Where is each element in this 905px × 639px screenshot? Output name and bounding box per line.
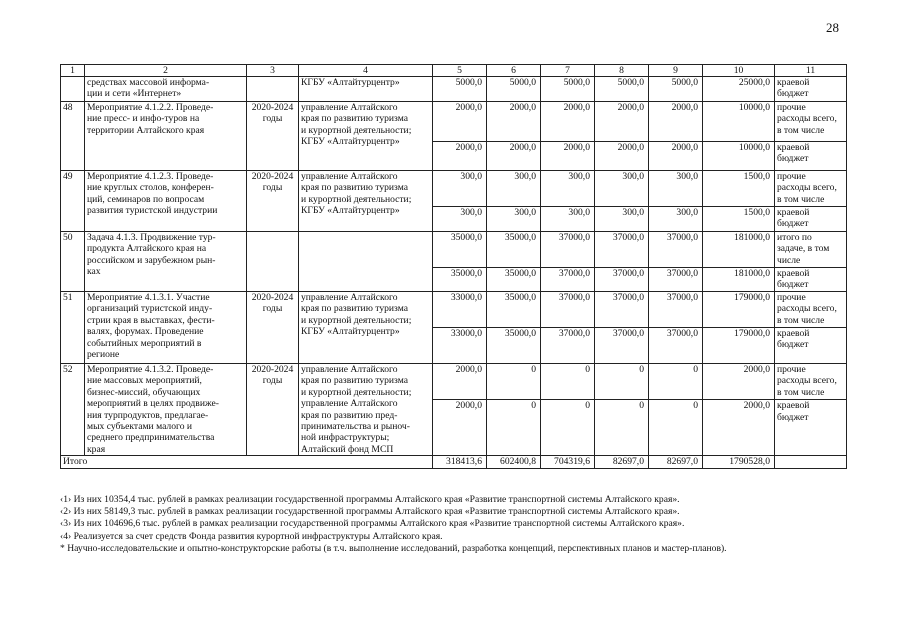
amount-2024: 300,0 bbox=[649, 171, 703, 207]
measure-name: Мероприятие 4.1.2.3. Проведе- ние круглых столов, конферен- ций, семинаров по вопросам развития туристской индустрии bbox=[85, 171, 247, 232]
col-header: 9 bbox=[649, 65, 703, 77]
amount-total: 25000,0 bbox=[703, 77, 775, 102]
amount-2023: 37000,0 bbox=[595, 292, 649, 328]
executor: управление Алтайского края по развитию туризма и курортной деятельности; управление Алтайского края по развитию пред- принимательства и рыноч- ной инфраструктуры; Алтайский фонд МСП bbox=[299, 364, 433, 456]
amount-2021: 300,0 bbox=[487, 171, 541, 207]
col-header: 6 bbox=[487, 65, 541, 77]
amount-2023: 5000,0 bbox=[595, 77, 649, 102]
amount-total: 10000,0 bbox=[703, 102, 775, 142]
amount-2022: 300,0 bbox=[541, 171, 595, 207]
col-header: 3 bbox=[247, 65, 299, 77]
executor: КГБУ «Алтайтурцентр» bbox=[299, 77, 433, 102]
table-row bbox=[61, 364, 847, 400]
amount-2023: 37000,0 bbox=[595, 232, 649, 268]
amount-2023: 37000,0 bbox=[595, 328, 649, 364]
amount-2020: 2000,0 bbox=[433, 102, 487, 142]
amount-2020: 35000,0 bbox=[433, 268, 487, 292]
amount-2024: 37000,0 bbox=[649, 328, 703, 364]
amount-2020: 33000,0 bbox=[433, 292, 487, 328]
measure-name: Мероприятие 4.1.3.1. Участие организаций туристской инду- стрии края в выставках, фести- валях, форумах. Проведение событийных мероприятий в регионе bbox=[85, 292, 247, 364]
funding-source: краевой бюджет bbox=[775, 142, 847, 171]
executor: управление Алтайского края по развитию туризма и курортной деятельности; КГБУ «Алтайтурцентр» bbox=[299, 292, 433, 364]
amount-2020: 5000,0 bbox=[433, 77, 487, 102]
amount-2021: 2000,0 bbox=[487, 102, 541, 142]
row-number: 49 bbox=[61, 171, 85, 232]
table-row bbox=[61, 77, 847, 102]
period: 2020-2024 годы bbox=[247, 102, 299, 171]
amount-total: 179000,0 bbox=[703, 292, 775, 328]
funding-source: прочие расходы всего, в том числе bbox=[775, 364, 847, 400]
amount-2020: 2000,0 bbox=[433, 400, 487, 456]
funding-source: краевой бюджет bbox=[775, 77, 847, 102]
footnote: ‹3› Из них 104696,6 тыс. рублей в рамках реализации государственной программы Алтайского края «Развитие транспортной системы Алтайского края». bbox=[60, 518, 685, 530]
table-row bbox=[61, 232, 847, 268]
amount-2020: 35000,0 bbox=[433, 232, 487, 268]
table-row bbox=[61, 292, 847, 328]
total-source bbox=[775, 456, 847, 469]
amount-2022: 0 bbox=[541, 400, 595, 456]
amount-2023: 300,0 bbox=[595, 207, 649, 232]
total-2020: 318413,6 bbox=[433, 456, 487, 469]
amount-2024: 2000,0 bbox=[649, 102, 703, 142]
amount-2023: 300,0 bbox=[595, 171, 649, 207]
row-number bbox=[61, 77, 85, 102]
amount-total: 1500,0 bbox=[703, 207, 775, 232]
amount-2024: 37000,0 bbox=[649, 292, 703, 328]
amount-2024: 5000,0 bbox=[649, 77, 703, 102]
amount-2022: 37000,0 bbox=[541, 328, 595, 364]
footnote: * Научно-исследовательские и опытно-конструкторские работы (в т.ч. выполнение исследований, разработка концепций, перспективных планов и мастер-планов). bbox=[60, 542, 727, 554]
funding-source: краевой бюджет bbox=[775, 268, 847, 292]
amount-2021: 2000,0 bbox=[487, 142, 541, 171]
amount-2024: 300,0 bbox=[649, 207, 703, 232]
col-header: 1 bbox=[61, 65, 85, 77]
amount-2021: 0 bbox=[487, 364, 541, 400]
amount-2020: 300,0 bbox=[433, 171, 487, 207]
col-header: 7 bbox=[541, 65, 595, 77]
total-row bbox=[61, 456, 847, 469]
col-header: 11 bbox=[775, 65, 847, 77]
page-number: 28 bbox=[826, 20, 839, 35]
amount-2020: 2000,0 bbox=[433, 364, 487, 400]
funding-source: прочие расходы всего, в том числе bbox=[775, 292, 847, 328]
footnote: ‹4› Реализуется за счет средств Фонда развития курортной инфраструктуры Алтайского края. bbox=[60, 530, 443, 542]
total-2021: 602400,8 bbox=[487, 456, 541, 469]
row-number: 51 bbox=[61, 292, 85, 364]
amount-2022: 2000,0 bbox=[541, 102, 595, 142]
footnote: ‹2› Из них 58149,3 тыс. рублей в рамках реализации государственной программы Алтайского края «Развитие транспортной системы Алтайского края». bbox=[60, 506, 680, 518]
amount-total: 10000,0 bbox=[703, 142, 775, 171]
amount-total: 2000,0 bbox=[703, 400, 775, 456]
funding-source: прочие расходы всего, в том числе bbox=[775, 171, 847, 207]
amount-2021: 35000,0 bbox=[487, 292, 541, 328]
budget-table bbox=[60, 64, 847, 469]
amount-2022: 37000,0 bbox=[541, 268, 595, 292]
amount-2021: 35000,0 bbox=[487, 232, 541, 268]
funding-source: краевой бюджет bbox=[775, 328, 847, 364]
amount-2021: 35000,0 bbox=[487, 268, 541, 292]
amount-total: 1500,0 bbox=[703, 171, 775, 207]
amount-2021: 0 bbox=[487, 400, 541, 456]
col-header: 5 bbox=[433, 65, 487, 77]
amount-2023: 2000,0 bbox=[595, 142, 649, 171]
total-sum: 1790528,0 bbox=[703, 456, 775, 469]
col-header: 2 bbox=[85, 65, 247, 77]
amount-2022: 37000,0 bbox=[541, 292, 595, 328]
col-header: 4 bbox=[299, 65, 433, 77]
col-header: 10 bbox=[703, 65, 775, 77]
amount-total: 181000,0 bbox=[703, 268, 775, 292]
amount-2023: 37000,0 bbox=[595, 268, 649, 292]
amount-total: 179000,0 bbox=[703, 328, 775, 364]
amount-2022: 5000,0 bbox=[541, 77, 595, 102]
amount-2022: 37000,0 bbox=[541, 232, 595, 268]
footnote: ‹1› Из них 10354,4 тыс. рублей в рамках реализации государственной программы Алтайского края «Развитие транспортной системы Алтайского края». bbox=[60, 494, 680, 505]
row-number: 50 bbox=[61, 232, 85, 292]
funding-source: краевой бюджет bbox=[775, 207, 847, 232]
period: 2020-2024 годы bbox=[247, 364, 299, 456]
measure-name: Мероприятие 4.1.2.2. Проведе- ние пресс- и инфо-туров на территории Алтайского края bbox=[85, 102, 247, 171]
period: 2020-2024 годы bbox=[247, 292, 299, 364]
amount-total: 2000,0 bbox=[703, 364, 775, 400]
funding-source: краевой бюджет bbox=[775, 400, 847, 456]
executor bbox=[299, 232, 433, 292]
header-row bbox=[61, 65, 847, 77]
amount-2021: 35000,0 bbox=[487, 328, 541, 364]
amount-2020: 2000,0 bbox=[433, 142, 487, 171]
funding-source: итого по задаче, в том числе bbox=[775, 232, 847, 268]
col-header: 8 bbox=[595, 65, 649, 77]
amount-2024: 37000,0 bbox=[649, 268, 703, 292]
funding-source: прочие расходы всего, в том числе bbox=[775, 102, 847, 142]
footnotes bbox=[60, 494, 860, 555]
total-2024: 82697,0 bbox=[649, 456, 703, 469]
period bbox=[247, 77, 299, 102]
amount-2022: 0 bbox=[541, 364, 595, 400]
row-number: 48 bbox=[61, 102, 85, 171]
table-row bbox=[61, 171, 847, 207]
amount-2024: 0 bbox=[649, 364, 703, 400]
amount-2023: 0 bbox=[595, 400, 649, 456]
period: 2020-2024 годы bbox=[247, 171, 299, 232]
total-2023: 82697,0 bbox=[595, 456, 649, 469]
amount-2020: 33000,0 bbox=[433, 328, 487, 364]
measure-name: средствах массовой информа- ции и сети «Интернет» bbox=[85, 77, 247, 102]
amount-2023: 0 bbox=[595, 364, 649, 400]
amount-2021: 300,0 bbox=[487, 207, 541, 232]
table-row bbox=[61, 102, 847, 142]
amount-2021: 5000,0 bbox=[487, 77, 541, 102]
amount-2024: 0 bbox=[649, 400, 703, 456]
row-number: 52 bbox=[61, 364, 85, 456]
total-label: Итого bbox=[61, 456, 433, 469]
measure-name: Мероприятие 4.1.3.2. Проведе- ние массовых мероприятий, бизнес-миссий, обучающих мероприятий в целях продвиже- ния турпродуктов, предлагае- мых субъектами малого и среднего предпринимательства края bbox=[85, 364, 247, 456]
amount-2024: 2000,0 bbox=[649, 142, 703, 171]
amount-2024: 37000,0 bbox=[649, 232, 703, 268]
amount-2023: 2000,0 bbox=[595, 102, 649, 142]
amount-2022: 2000,0 bbox=[541, 142, 595, 171]
amount-total: 181000,0 bbox=[703, 232, 775, 268]
period bbox=[247, 232, 299, 292]
executor: управление Алтайского края по развитию туризма и курортной деятельности; КГБУ «Алтайтурцентр» bbox=[299, 171, 433, 232]
amount-2020: 300,0 bbox=[433, 207, 487, 232]
total-2022: 704319,6 bbox=[541, 456, 595, 469]
executor: управление Алтайского края по развитию туризма и курортной деятельности; КГБУ «Алтайтурцентр» bbox=[299, 102, 433, 171]
amount-2022: 300,0 bbox=[541, 207, 595, 232]
task-name: Задача 4.1.3. Продвижение тур- продукта Алтайского края на российском и зарубежном рын- ках bbox=[85, 232, 247, 292]
